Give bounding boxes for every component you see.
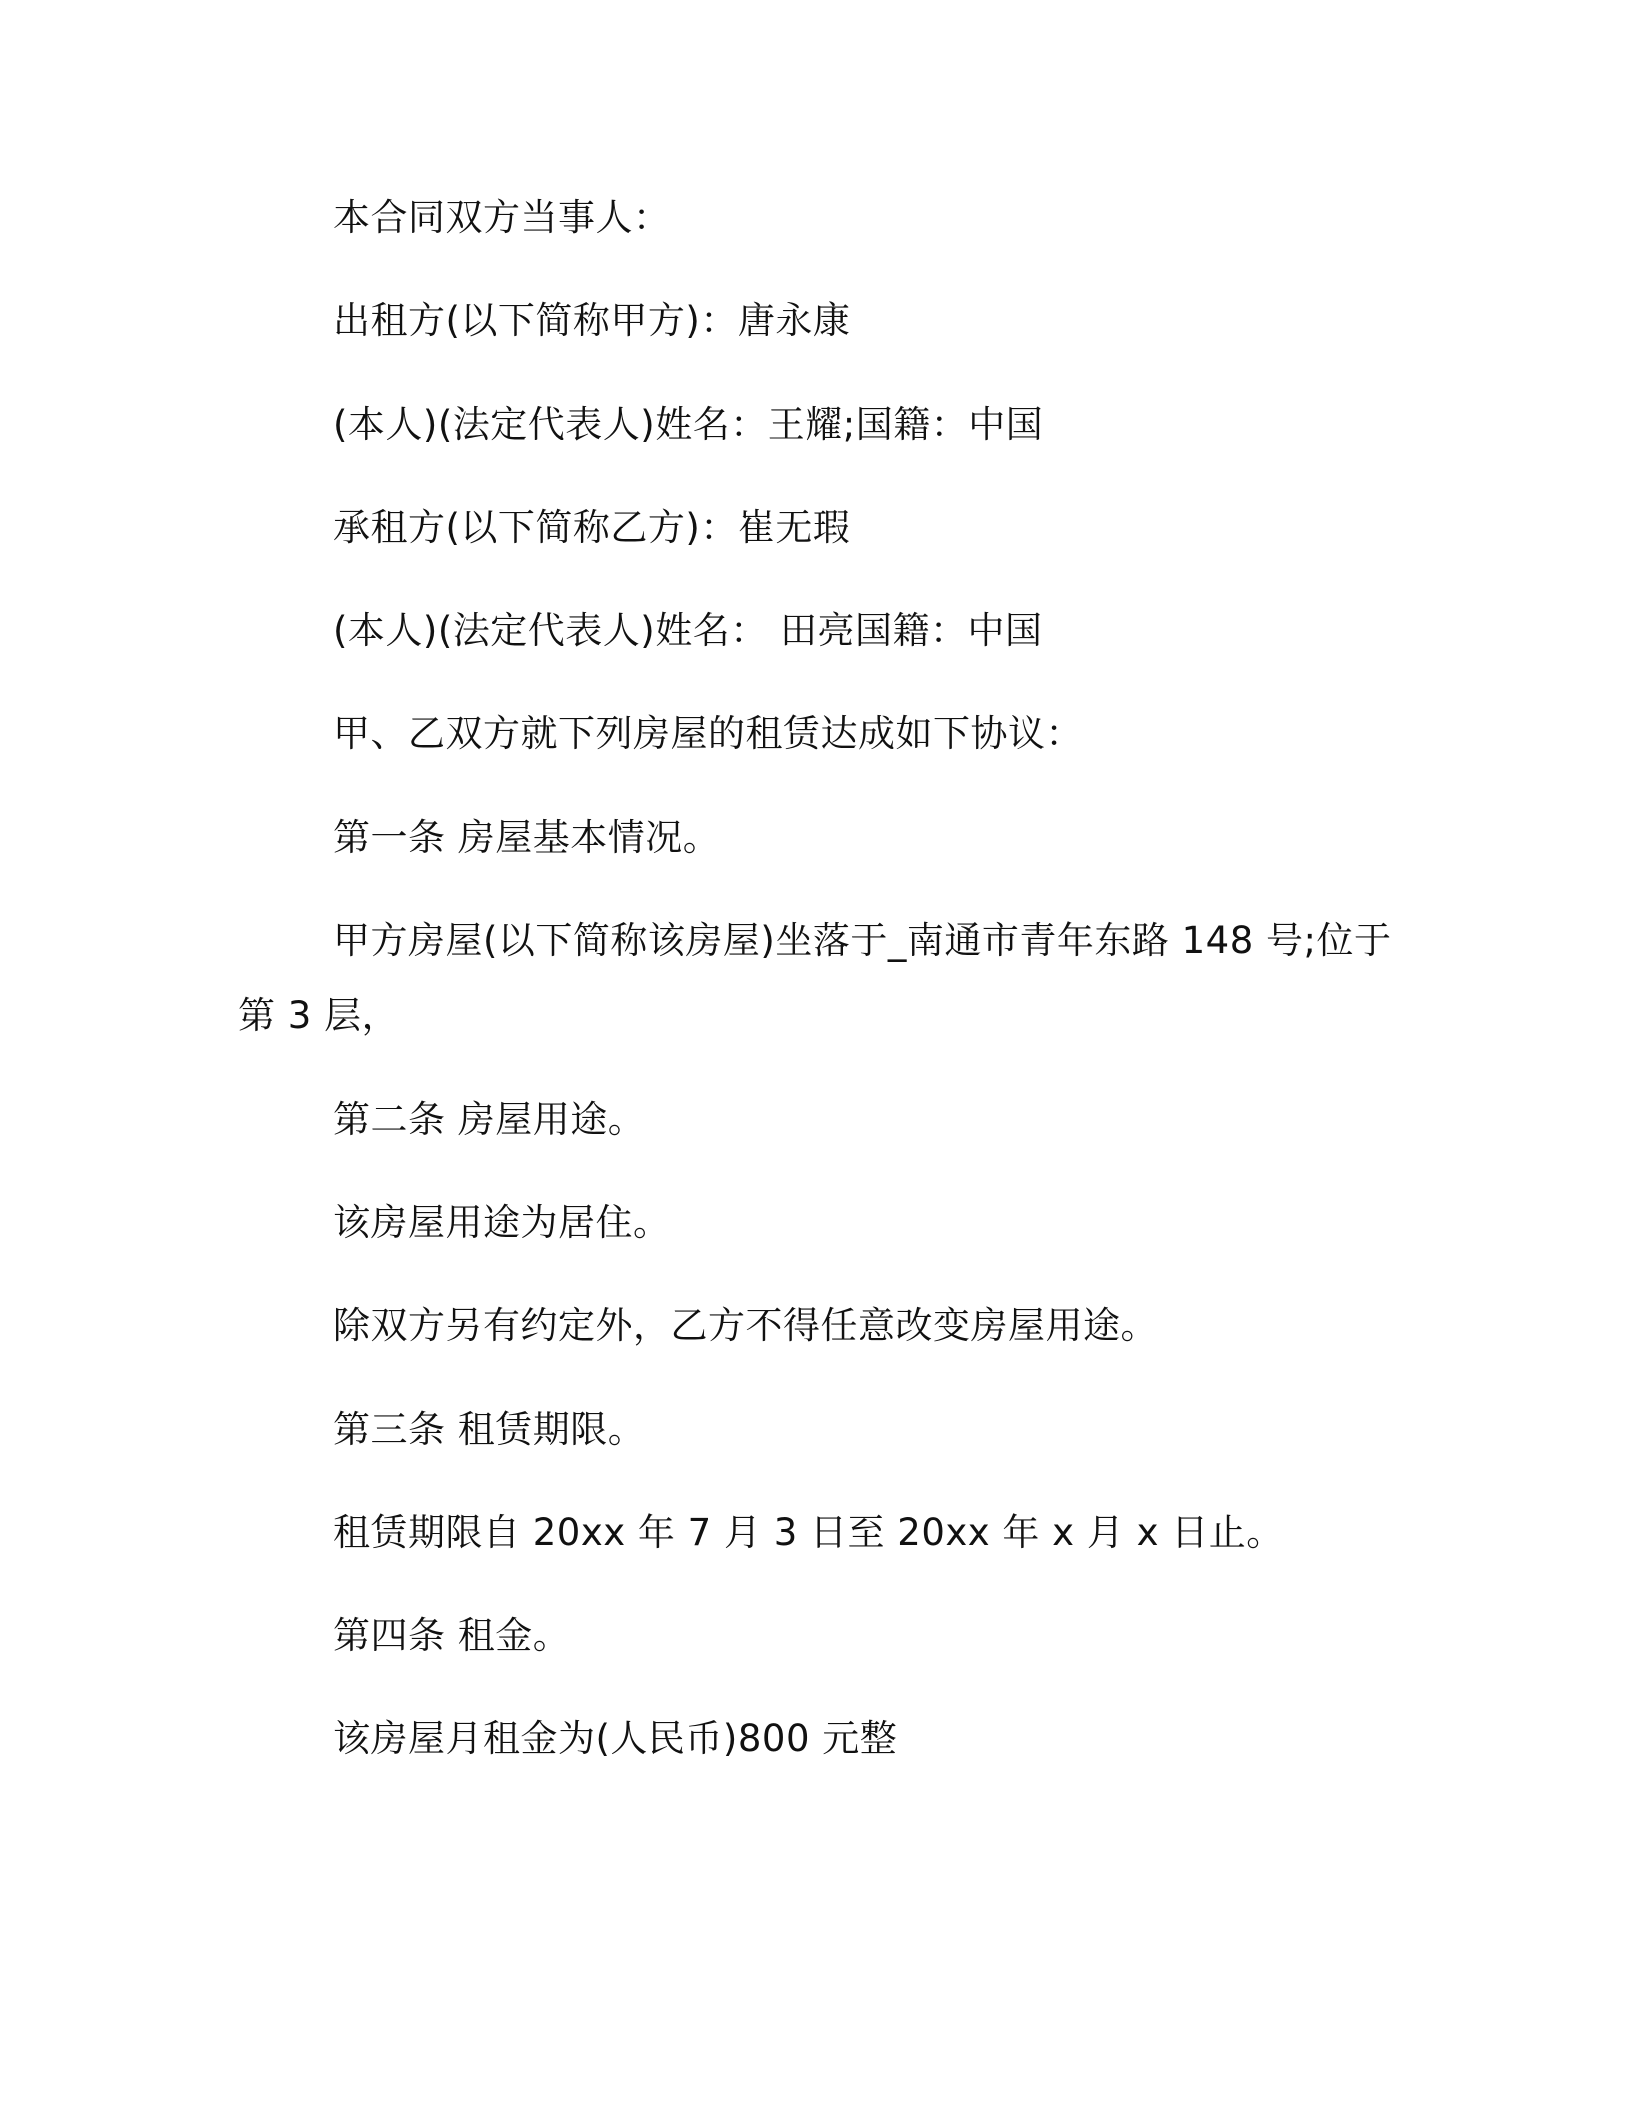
lessor-line: 出租方(以下简称甲方)：唐永康 [333,299,851,342]
lease-term-line: 租赁期限自 20xx 年 7 月 3 日至 20xx 年 x 月 x 日止。 [333,1511,1284,1554]
article-4-heading: 第四条 租金。 [333,1614,571,1657]
article-2-heading: 第二条 房屋用途。 [333,1098,646,1141]
article-3-heading: 第三条 租赁期限。 [333,1408,646,1451]
lessee-representative-line: (本人)(法定代表人)姓名： 田亮国籍：中国 [333,609,1043,652]
article-1-heading: 第一条 房屋基本情况。 [333,816,721,859]
property-location-line: 甲方房屋(以下简称该房屋)坐落于_南通市青年东路 148 号;位于 [333,919,1392,962]
use-restriction-line: 除双方另有约定外，乙方不得任意改变房屋用途。 [333,1304,1158,1347]
agreement-intro: 甲、乙双方就下列房屋的租赁达成如下协议： [333,712,1083,755]
lessor-representative-line: (本人)(法定代表人)姓名：王耀;国籍：中国 [333,403,1044,446]
lessee-line: 承租方(以下简称乙方)：崔无瑕 [333,506,851,549]
property-location-continuation: 第 3 层， [238,994,400,1037]
parties-heading: 本合同双方当事人： [333,196,671,239]
monthly-rent-line: 该房屋月租金为(人民币)800 元整 [333,1717,898,1760]
property-use-line: 该房屋用途为居住。 [333,1201,671,1244]
